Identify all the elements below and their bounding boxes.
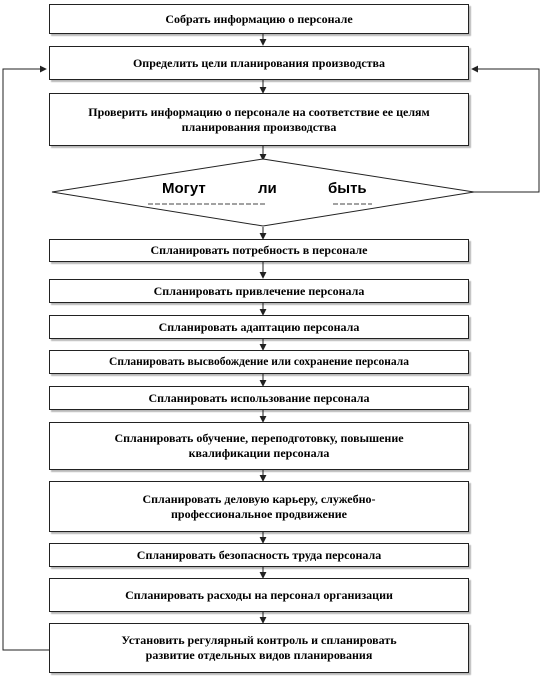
step-plan-usage: Спланировать использование персонала — [49, 386, 469, 410]
feedback-loop-left — [3, 69, 49, 650]
decision-word-2: ли — [258, 180, 277, 197]
step-control: Установить регулярный контроль и спланировать развитие отдельных видов планирования — [49, 623, 469, 673]
step-plan-recruitment: Спланировать привлечение персонала — [49, 279, 469, 303]
decision-word-1: Могут — [162, 180, 206, 197]
step-plan-demand: Спланировать потребность в персонале — [49, 239, 469, 262]
step-plan-career: Спланировать деловую карьеру, служебно-профессиональное продвижение — [49, 481, 469, 532]
step-plan-adaptation: Спланировать адаптацию персонала — [49, 315, 469, 339]
step-check-info: Проверить информацию о персонале на соответствие ее целям планирования производства — [49, 93, 469, 146]
step-plan-safety: Спланировать безопасность труда персонала — [49, 543, 469, 567]
decision-loop-right — [472, 69, 539, 192]
step-plan-training: Спланировать обучение, переподготовку, повышение квалификации персонала — [49, 422, 469, 470]
step-plan-costs: Спланировать расходы на персонал организации — [49, 578, 469, 612]
step-plan-release: Спланировать высвобождение или сохранение персонала — [49, 350, 469, 374]
step-define-goals: Определить цели планирования производства — [49, 46, 469, 80]
step-collect-info: Собрать информацию о персонале — [49, 4, 469, 34]
decision-word-3: быть — [328, 180, 367, 197]
